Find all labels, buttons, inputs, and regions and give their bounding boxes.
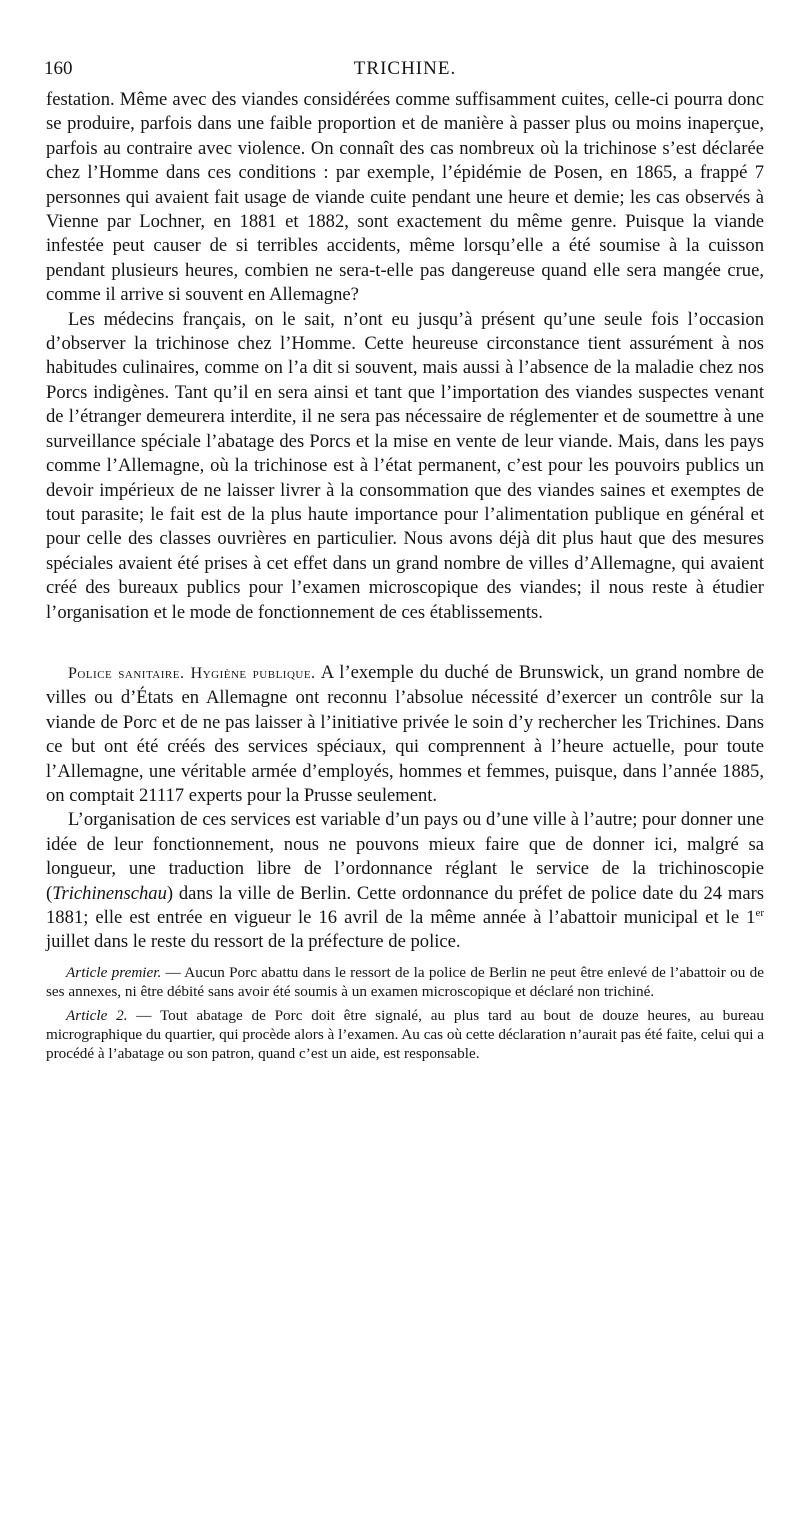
running-head: TRICHINE. [353,58,457,79]
page-header [46,58,764,84]
paragraph-4-part-2: ) dans la ville de Berlin. Cette ordonnance du préfet de police date du 24 mars 1881; elle est entrée en vigueur le 16 avril de la même année à l’abattoir municipal et le 1 [46,882,764,928]
page-number: 160 [44,58,73,79]
paragraph-4-part-3: juillet dans le reste du ressort de la préfecture de police. [46,931,461,953]
paragraph-3 [46,661,764,808]
paragraph-4-part-1: L’organisation de ces services est variable d’un pays ou d’une ville à l’autre; pour donner une idée de leur fonctionnement, nous ne pouvons mieux faire que de donner ici, malgré sa longueur, une traduction libre de l’ordonnance réglant le service de la trichinoscopie ( [46,809,764,904]
superscript-er: er [755,906,764,919]
article-1 [46,963,764,1002]
section-gap [46,625,764,661]
article-1-label: Article premier. [66,963,162,981]
paragraph-4 [46,808,764,954]
article-2-label: Article 2. [66,1006,128,1024]
section-heading-police: Police sanitaire. [68,664,185,682]
trichinenschau-term: Trichinenschau [52,882,167,904]
paragraph-1: festation. Même avec des viandes considérées comme suffisamment cuites, celle-ci pourra donc se produire, parfois dans une faible proportion et de manière à passer plus ou moins inaperçue, parfois au contraire avec violence. On connaît des cas nombreux où la trichinose s’est déclarée chez l’Homme dans ces conditions : par exemple, l’épidémie de Posen, en 1865, a frappé 7 personnes qui avaient fait usage de viande cuite pendant une heure et demie; les cas observés à Vienne par Lochner, en 1881 et 1882, sont exactement du même genre. Puisque la viande infestée peut causer de si terribles accidents, même lorsqu’elle a été soumise à la cuisson pendant plusieurs heures, combien ne sera-t-elle pas dangereuse quand elle sera mangée crue, comme il arrive si souvent en Allemagne? [46,89,764,306]
article-1-text: — Aucun Porc abattu dans le ressort de la police de Berlin ne peut être enlevé de l’abattoir ou de ses annexes, ni être débité sans avoir été soumis à un examen microscopique et déclaré non trichiné. [46,963,764,1001]
paragraph-2: Les médecins français, on le sait, n’ont eu jusqu’à présent qu’une seule fois l’occasion d’observer la trichinose chez l’Homme. Cette heureuse circonstance tient assurément à nos habitudes culinaires, comme on l’a dit si souvent, mais aussi à l’absence de la maladie chez nos Porcs indigènes. Tant qu’il en sera ainsi et tant que l’importation des viandes suspectes venant de l’étranger demeurera interdite, il ne sera pas nécessaire de réglementer et de soumettre à une surveillance spéciale l’abatage des Porcs et la mise en vente de leur viande. Mais, dans les pays comme l’Allemagne, où la trichinose est à l’état permanent, c’est pour les pouvoirs publics un devoir impérieux de ne laisser livrer à la consommation que des viandes saines et exemptes de tout parasite; le fait est de la plus haute importance pour l’alimentation publique en général et pour celle des classes ouvrières en particulier. Nous avons déjà dit plus haut que des mesures spéciales avaient été prises à cet effet dans un grand nombre de villes d’Allemagne, qui avaient créé des bureaux publics pour l’examen microscopique des viandes; il nous reste à étudier l’organisation et le mode de fonctionnement de ces établissements. [46,308,764,623]
article-2-text: — Tout abatage de Porc doit être signalé, au plus tard au bout de douze heures, au bureau micrographique du quartier, qui procède alors à l’examen. Au cas où cette déclaration n’aurait pas été faite, celui qui a procédé à l’abatage ou son patron, quand c’est un aide, est responsable. [46,1006,764,1063]
paragraph-3-body: A l’exemple du duché de Brunswick, un grand nombre de villes ou d’États en Allemagne ont reconnu l’absolue nécessité d’exercer un contrôle sur la viande de Porc et de ne pas laisser à l’initiative privée le soin d’y rechercher les Trichines. Dans ce but ont été créés des services spéciaux, qui comprennent à l’heure actuelle, pour toute l’Allemagne, une véritable armée d’employés, hommes et femmes, puisque, dans l’année 1885, on comptait 21117 experts pour la Prusse seulement. [46,661,764,806]
section-heading-hygiene: Hygiène publique. [190,664,316,682]
article-2 [46,1006,764,1064]
